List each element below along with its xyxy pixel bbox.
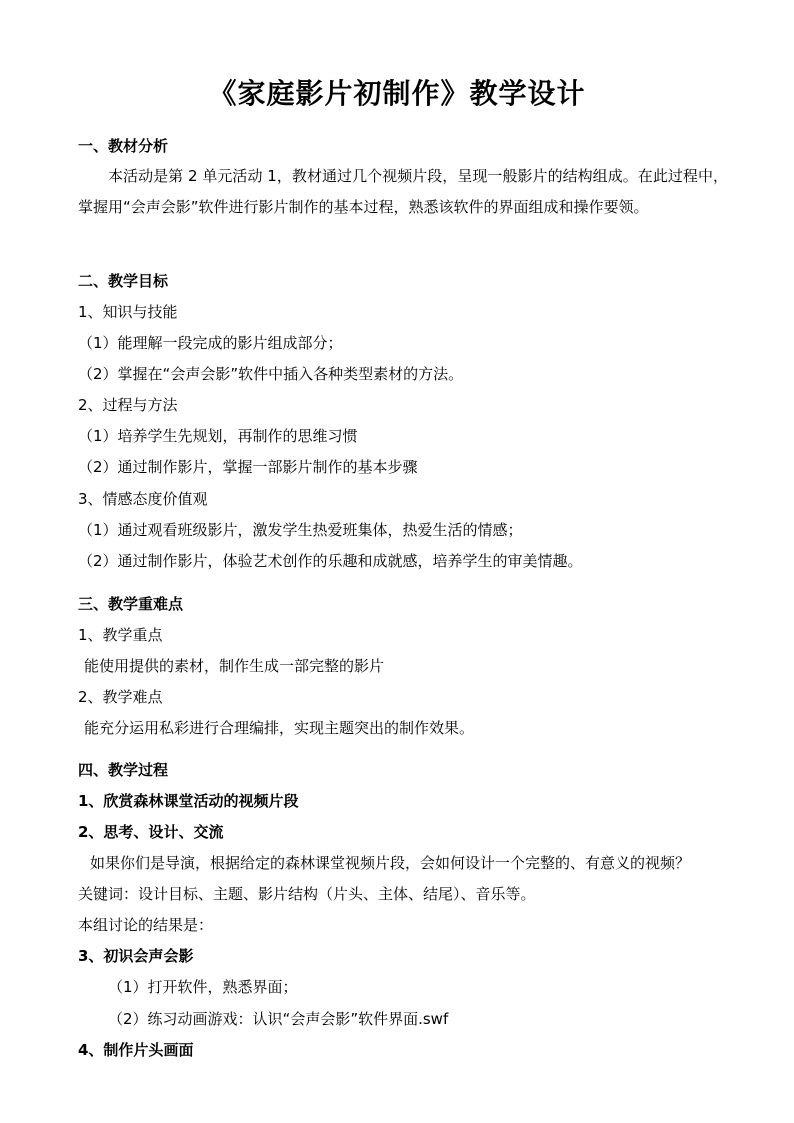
- subheading-emotion-values: 3、情感态度价值观: [78, 490, 208, 508]
- list-item: （2）通过制作影片，体验艺术创作的乐趣和成就感，培养学生的审美情趣。: [78, 552, 583, 570]
- section-heading-teaching-process: 四、教学过程: [78, 761, 169, 779]
- subheading-process-method: 2、过程与方法: [78, 396, 178, 414]
- document-title: 《家庭影片初制作》教学设计: [208, 77, 586, 110]
- section-heading-teaching-goals: 二、教学目标: [78, 272, 169, 290]
- list-item: （2）掌握在“会声会影”软件中插入各种类型素材的方法。: [78, 365, 464, 383]
- list-item: （1）打开软件，熟悉界面；: [108, 978, 298, 996]
- section-heading-key-difficulties: 三、教学重难点: [78, 595, 184, 613]
- step-heading-intro-software: 3、初识会声会影: [78, 947, 194, 965]
- step2-question-text: 如果你们是导演，根据给定的森林课堂视频片段，会如何设计一个完整的、有意义的视频？: [90, 854, 691, 872]
- step2-result-text: 本组讨论的结果是：: [78, 916, 214, 934]
- step2-keywords-text: 关键词：设计目标、主题、影片结构（片头、主体、结尾）、音乐等。: [78, 885, 536, 903]
- step-heading-make-opening: 4、制作片头画面: [78, 1041, 194, 1059]
- step-heading-appreciate: 1、欣赏森林课堂活动的视频片段: [78, 792, 299, 810]
- section-heading-textbook-analysis: 一、教材分析: [78, 137, 169, 155]
- subheading-difficulties: 2、教学难点: [78, 688, 163, 706]
- subheading-knowledge-skills: 1、知识与技能: [78, 303, 178, 321]
- textbook-analysis-paragraph: 本活动是第 2 单元活动 1，教材通过几个视频片段，呈现一般影片的结构组成。在此过程中，掌握用“会声会影”软件进行影片制作的基本过程，熟悉该软件的界面组成和操作要领。: [78, 167, 728, 216]
- list-item: （2）通过制作影片，掌握一部影片制作的基本步骤: [78, 458, 418, 476]
- list-item: （2）练习动画游戏：认识“会声会影”软件界面.swf: [108, 1010, 449, 1028]
- subheading-key-points: 1、教学重点: [78, 626, 163, 644]
- step-heading-think-design: 2、思考、设计、交流: [78, 823, 224, 841]
- difficulties-text: 能充分运用私彩进行合理编排，实现主题突出的制作效果。: [84, 719, 475, 737]
- list-item: （1）通过观看班级影片，激发学生热爱班集体，热爱生活的情感；: [78, 521, 523, 539]
- list-item: （1）培养学生先规划，再制作的思维习惯: [78, 427, 358, 445]
- key-points-text: 能使用提供的素材，制作生成一部完整的影片: [84, 657, 385, 675]
- list-item: （1）能理解一段完成的影片组成部分；: [78, 334, 343, 352]
